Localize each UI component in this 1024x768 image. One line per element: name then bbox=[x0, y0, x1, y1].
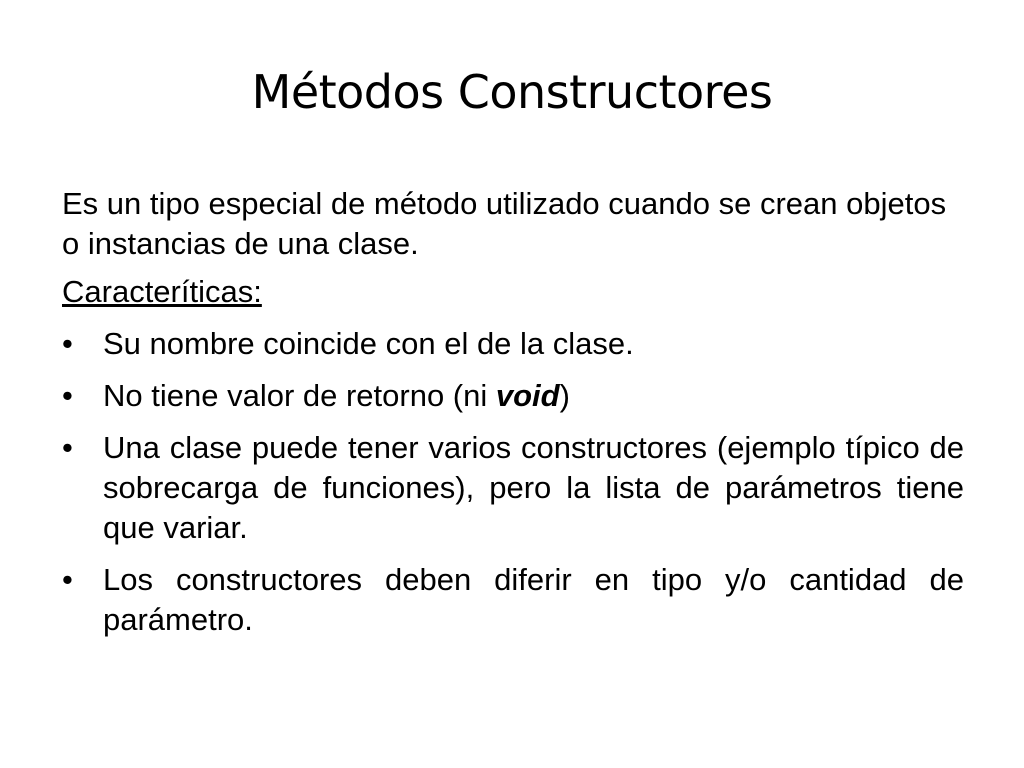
list-item bbox=[62, 428, 964, 548]
list-item-text-after: ) bbox=[559, 378, 570, 413]
void-keyword: void bbox=[495, 378, 560, 413]
list-item-text: Su nombre coincide con el de la clase. bbox=[103, 326, 634, 361]
list-item-text-before: No tiene valor de retorno (ni bbox=[103, 378, 496, 413]
bullet-icon: • bbox=[62, 378, 73, 413]
list-item bbox=[62, 376, 964, 416]
bullet-icon: • bbox=[62, 430, 73, 465]
intro-paragraph: Es un tipo especial de método utilizado cuando se crean objetos o instancias de una clase. bbox=[62, 186, 947, 261]
slide-title: Métodos Constructores bbox=[251, 65, 773, 119]
bullet-icon: • bbox=[62, 326, 73, 361]
bullet-icon: • bbox=[62, 562, 73, 597]
slide-body bbox=[62, 184, 964, 652]
characteristics-list bbox=[62, 324, 964, 640]
characteristics-heading: Caracteríticas: bbox=[62, 274, 262, 309]
list-item bbox=[62, 560, 964, 640]
list-item-text: Los constructores deben diferir en tipo y/o cantidad de parámetro. bbox=[103, 562, 964, 637]
list-item-text: Una clase puede tener varios constructores (ejemplo típico de sobrecarga de funciones), pero la lista de parámetros tiene que variar. bbox=[103, 430, 964, 545]
list-item bbox=[62, 324, 964, 364]
